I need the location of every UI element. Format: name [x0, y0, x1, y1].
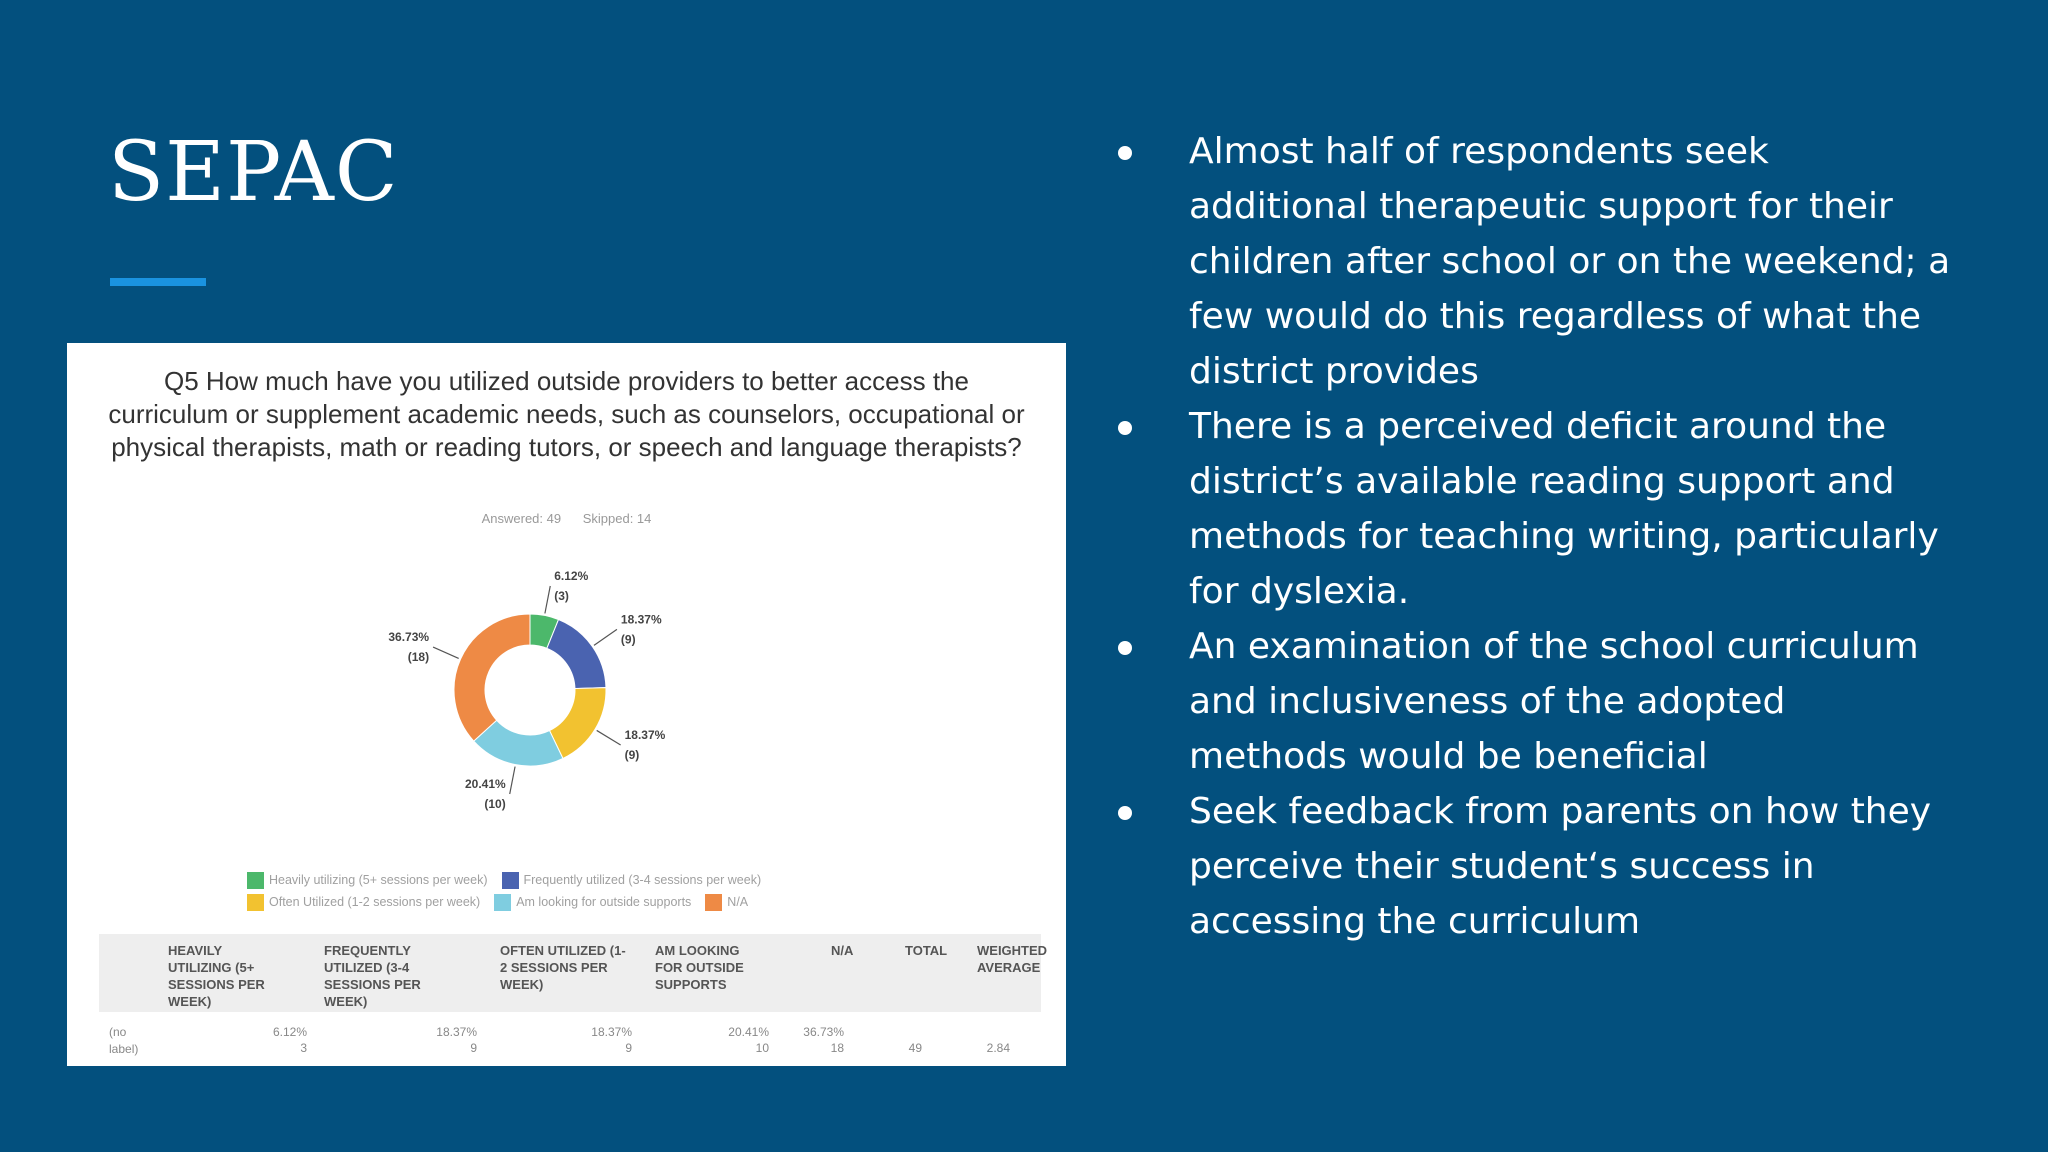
table-cell-looking-percent: 20.41%	[728, 1025, 769, 1039]
table-cell-frequently-percent: 18.37%	[436, 1025, 477, 1039]
slice-count-label: (9)	[624, 747, 640, 762]
legend-item-heavily	[247, 869, 488, 891]
bullet-text: There is a perceived deficit around the district’s available reading support and methods for teaching writing, particularly for dyslexia.	[1189, 406, 1939, 612]
table-cell-often-percent: 18.37%	[591, 1025, 632, 1039]
table-cell-na-percent: 36.73%	[803, 1025, 844, 1039]
legend-row	[247, 869, 947, 891]
bullet-dot-icon	[1118, 806, 1132, 820]
table-header-looking: AM LOOKING FOR OUTSIDE SUPPORTS	[655, 943, 744, 992]
legend-item-looking	[494, 891, 691, 913]
bullet-dot-icon	[1118, 421, 1132, 435]
bullet-dot-icon	[1118, 146, 1132, 160]
table-cell-heavily-count: 3	[300, 1041, 307, 1055]
slice-percent-label: 20.41%	[465, 777, 506, 792]
slide-title: SEPAC	[108, 125, 399, 220]
table-cell-looking-count: 10	[755, 1041, 769, 1055]
bullet-item	[1112, 784, 1952, 949]
donut-chart	[67, 343, 1066, 863]
table-header-total: TOTAL	[905, 943, 948, 958]
bullet-item	[1112, 619, 1952, 784]
leader-line	[597, 730, 621, 745]
legend-label: Frequently utilized (3-4 sessions per week)	[523, 873, 762, 887]
table-header-weighted-average: WEIGHTED AVERAGE	[977, 943, 1048, 975]
legend-label: Often Utilized (1-2 sessions per week)	[269, 895, 481, 909]
legend-item-na	[705, 891, 748, 913]
bullet-text: An examination of the school curriculum and inclusiveness of the adopted methods would be beneficial	[1189, 626, 1919, 777]
bullet-dot-icon	[1118, 641, 1132, 655]
donut-slice-na	[454, 614, 530, 741]
bullet-item	[1112, 124, 1952, 399]
legend-item-frequently	[502, 869, 762, 891]
table-cell-weighted-average: 2.84	[986, 1041, 1010, 1055]
answered-count: Answered: 49	[481, 511, 562, 526]
title-accent-bar	[110, 278, 206, 286]
bullet-text: Seek feedback from parents on how they perceive their student‘s success in accessing the curriculum	[1189, 791, 1932, 942]
slice-count-label: (10)	[484, 797, 506, 812]
donut-slice-frequently	[547, 620, 606, 689]
table-header-row	[99, 934, 1048, 1012]
legend-row	[247, 891, 947, 913]
legend-swatch	[247, 872, 264, 889]
legend-swatch	[494, 894, 511, 911]
table-header-heavily: HEAVILY UTILIZING (5+ SESSIONS PER WEEK)	[168, 943, 265, 1009]
leader-line	[545, 586, 550, 613]
slice-count-label: (9)	[620, 632, 636, 647]
leader-line	[594, 629, 617, 645]
table-cell-frequently-count: 9	[470, 1041, 477, 1055]
bullet-list	[1112, 124, 1952, 949]
leader-line	[510, 767, 515, 794]
legend-label: N/A	[727, 895, 749, 909]
chart-legend	[247, 869, 947, 913]
legend-label: Heavily utilizing (5+ sessions per week)	[269, 873, 488, 887]
slice-percent-label: 36.73%	[388, 630, 430, 645]
chart-question: Q5 How much have you utilized outside providers to better access the curriculum or supplement academic needs, such as counselors, occupational or physical therapists, math or reading tutors, or speech and language therapists?	[108, 366, 1025, 462]
legend-item-often	[247, 891, 480, 913]
legend-swatch	[502, 872, 519, 889]
table-header-often: OFTEN UTILIZED (1-2 SESSIONS PER WEEK)	[500, 943, 626, 992]
slice-count-label: (18)	[407, 650, 430, 665]
table-header-na: N/A	[831, 943, 854, 958]
table-row-label: (no label)	[109, 1025, 139, 1056]
slice-count-label: (3)	[554, 588, 569, 603]
table-cell-na-count: 18	[830, 1041, 844, 1055]
table-cell-heavily-percent: 6.12%	[272, 1025, 307, 1039]
table-header-frequently: FREQUENTLY UTILIZED (3-4 SESSIONS PER WEEK)	[324, 943, 421, 1009]
table-cell-often-count: 9	[625, 1041, 632, 1055]
slice-percent-label: 18.37%	[620, 612, 662, 627]
legend-label: Am looking for outside supports	[516, 895, 692, 909]
legend-swatch	[247, 894, 264, 911]
table-cell-total: 49	[908, 1041, 922, 1055]
chart-panel	[67, 343, 1066, 1066]
slice-percent-label: 6.12%	[554, 568, 589, 583]
legend-swatch	[705, 894, 722, 911]
leader-line	[433, 647, 459, 658]
bullet-text: Almost half of respondents seek additional therapeutic support for their children after school or on the weekend; a few would do this regardless of what the district provides	[1189, 131, 1951, 392]
slice-percent-label: 18.37%	[624, 727, 666, 742]
bullet-item	[1112, 399, 1952, 619]
skipped-count: Skipped: 14	[582, 511, 652, 526]
